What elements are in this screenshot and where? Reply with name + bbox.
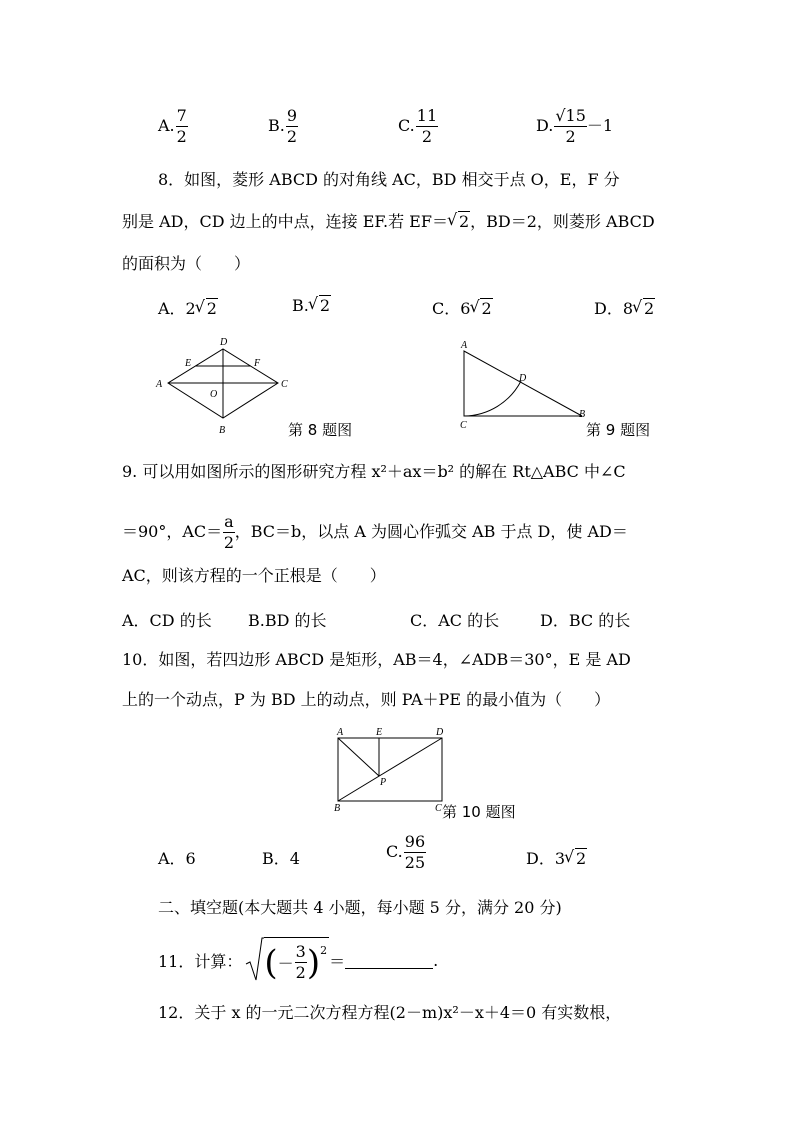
q9-option-d: D．BC 的长 bbox=[540, 611, 631, 630]
q9-line-2: ＝90°，AC＝ $\frac{a}{2}$ ，BC＝b，以点 A 为圆心作弧交 AB 于点 D，使 AD＝ bbox=[122, 512, 628, 552]
q11-answer-blank[interactable] bbox=[345, 952, 433, 969]
q7-option-c: C. $\frac{11}{2}$ bbox=[398, 106, 438, 146]
label-d: D bbox=[436, 727, 444, 738]
q10-option-b: B．4 bbox=[262, 849, 300, 868]
q8-option-b: B.√ 2 bbox=[292, 296, 331, 315]
label-a: A bbox=[337, 727, 344, 738]
q7-option-d: D. $\frac{√15}{2}$ －1 bbox=[536, 106, 614, 146]
q10-line-2: 上的一个动点，P 为 BD 上的动点，则 PA＋PE 的最小值为（ ） bbox=[122, 690, 611, 709]
fig10-caption: 第 10 题图 bbox=[442, 803, 516, 821]
fig10-rectangle bbox=[328, 724, 450, 816]
label-d: D bbox=[220, 337, 228, 348]
label-e: E bbox=[185, 358, 192, 369]
fig9-caption: 第 9 题图 bbox=[586, 421, 651, 439]
q9-option-a: A．CD 的长 bbox=[122, 611, 212, 630]
q10-option-a: A．6 bbox=[158, 849, 196, 868]
q8-line-1: 8．如图，菱形 ABCD 的对角线 AC，BD 相交于点 O，E，F 分 bbox=[158, 170, 620, 189]
label-a: A bbox=[461, 340, 468, 351]
arc-cd bbox=[464, 381, 521, 416]
label-c: C bbox=[435, 803, 442, 814]
label-p: P bbox=[380, 777, 387, 788]
q9-option-b: B.BD 的长 bbox=[248, 611, 327, 630]
q8-option-a: A．2√ 2 bbox=[158, 296, 218, 319]
label-e: E bbox=[376, 727, 383, 738]
q11-line: 11．计算： ( － $\frac{3}{2}$ ) $^2$ ＝ . bbox=[158, 936, 438, 984]
q8-option-d: D．8√ 2 bbox=[594, 296, 655, 319]
section-2-heading: 二、填空题(本大题共 4 小题，每小题 5 分，满分 20 分) bbox=[158, 898, 562, 917]
radical-sign bbox=[244, 936, 264, 984]
q10-line-1: 10．如图，若四边形 ABCD 是矩形，AB＝4，∠ADB＝30°，E 是 AD bbox=[122, 650, 631, 669]
diagonal-bd bbox=[338, 738, 442, 801]
label-o: O bbox=[210, 389, 218, 400]
q10-option-c: C. $\frac{96}{25}$ bbox=[386, 832, 426, 872]
radicand: ( － $\frac{3}{2}$ ) $^2$ bbox=[264, 937, 329, 984]
label-c: C bbox=[460, 420, 467, 431]
label-b: B bbox=[334, 803, 341, 814]
label-c: C bbox=[281, 379, 288, 390]
q8-option-c: C．6√ 2 bbox=[432, 296, 493, 319]
q7-option-b: B. $\frac{9}{2}$ bbox=[268, 106, 298, 146]
label-b: B bbox=[219, 425, 226, 436]
label-f: F bbox=[254, 358, 261, 369]
fig9-triangle bbox=[452, 336, 598, 436]
q9-option-c: C．AC 的长 bbox=[410, 611, 500, 630]
label-d: D bbox=[519, 373, 527, 384]
q10-option-d: D．3√ 2 bbox=[526, 846, 587, 869]
q8-line-3: 的面积为（ ） bbox=[122, 254, 251, 273]
q12-line-1: 12．关于 x 的一元二次方程方程(2－m)x²－x＋4＝0 有实数根， bbox=[158, 1003, 622, 1022]
fig8-rhombus bbox=[150, 334, 300, 438]
segment-ap bbox=[338, 738, 379, 776]
q7-option-a: A. $\frac{7}{2}$ bbox=[158, 106, 187, 146]
label-b: B bbox=[579, 409, 586, 420]
fig8-caption: 第 8 题图 bbox=[288, 421, 353, 439]
q9-line-1: 9. 可以用如图所示的图形研究方程 x²＋ax＝b² 的解在 Rt△ABC 中∠C bbox=[122, 462, 626, 481]
label-a: A bbox=[156, 379, 163, 390]
q9-line-3: AC，则该方程的一个正根是（ ） bbox=[122, 566, 386, 585]
q8-line-2: 别是 AD，CD 边上的中点，连接 EF.若 EF＝√ 2，BD＝2，则菱形 ABCD bbox=[122, 212, 655, 232]
